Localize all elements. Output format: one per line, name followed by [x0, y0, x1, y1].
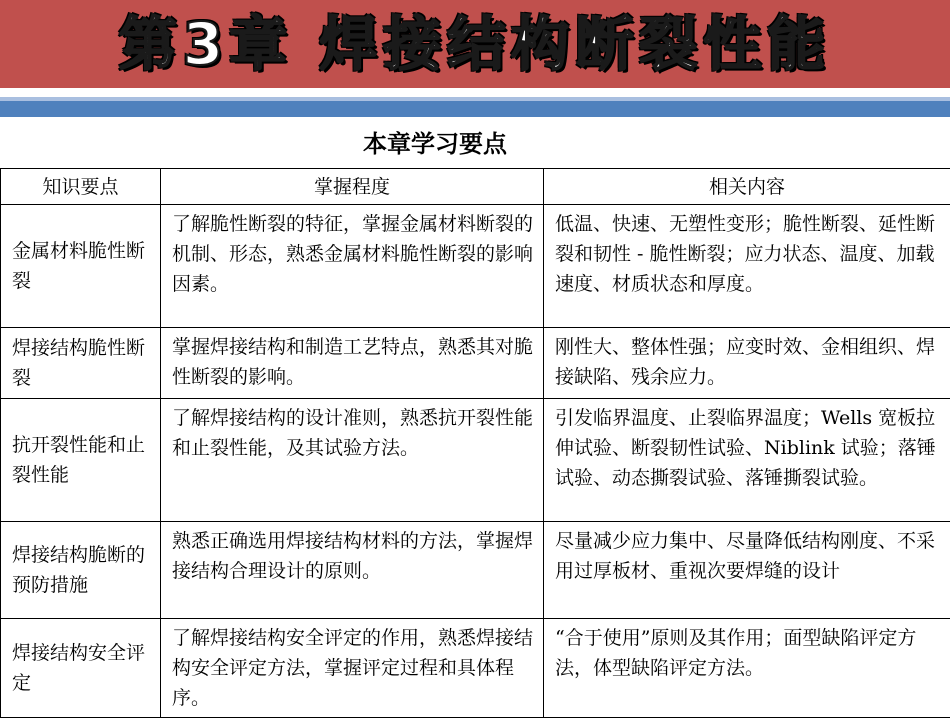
- related-cell: 引发临界温度、止裂临界温度；Wells 宽板拉伸试验、断裂韧性试验、Niblink 试验；落锤试验、动态撕裂试验、落锤撕裂试验。: [544, 399, 950, 522]
- knowledge-cell: 焊接结构安全评定: [1, 619, 161, 718]
- table-row: [1, 522, 950, 619]
- table-row: [1, 619, 950, 718]
- divider-stripe-dark: [0, 101, 950, 117]
- table-row: [1, 399, 950, 522]
- knowledge-cell: 焊接结构脆性断裂: [1, 328, 161, 399]
- key-points-table: [0, 168, 950, 718]
- table-header-row: [1, 169, 950, 205]
- mastery-cell: 了解脆性断裂的特征，掌握金属材料断裂的机制、形态，熟悉金属材料脆性断裂的影响因素。: [161, 205, 544, 328]
- header-knowledge: 知识要点: [1, 169, 161, 205]
- mastery-cell: 了解焊接结构的设计准则，熟悉抗开裂性能和止裂性能，及其试验方法。: [161, 399, 544, 522]
- knowledge-cell: 焊接结构脆断的预防措施: [1, 522, 161, 619]
- related-cell: 低温、快速、无塑性变形；脆性断裂、延性断裂和韧性 - 脆性断裂；应力状态、温度、加载速度、材质状态和厚度。: [544, 205, 950, 328]
- slide-title: 第3章 焊接结构断裂性能: [0, 6, 950, 82]
- table-row: [1, 205, 950, 328]
- table-row: [1, 328, 950, 399]
- related-cell: 刚性大、整体性强；应变时效、金相组织、焊接缺陷、残余应力。: [544, 328, 950, 399]
- mastery-cell: 了解焊接结构安全评定的作用，熟悉焊接结构安全评定方法，掌握评定过程和具体程序。: [161, 619, 544, 718]
- mastery-cell: 熟悉正确选用焊接结构材料的方法，掌握焊接结构合理设计的原则。: [161, 522, 544, 619]
- header-mastery: 掌握程度: [161, 169, 544, 205]
- header-related: 相关内容: [544, 169, 950, 205]
- title-banner: [0, 0, 950, 88]
- related-cell: 尽量减少应力集中、尽量降低结构刚度、不采用过厚板材、重视次要焊缝的设计: [544, 522, 950, 619]
- slide-subtitle: 本章学习要点: [0, 124, 870, 164]
- knowledge-cell: 金属材料脆性断裂: [1, 205, 161, 328]
- mastery-cell: 掌握焊接结构和制造工艺特点，熟悉其对脆性断裂的影响。: [161, 328, 544, 399]
- related-cell: “合于使用”原则及其作用；面型缺陷评定方法，体型缺陷评定方法。: [544, 619, 950, 718]
- knowledge-cell: 抗开裂性能和止裂性能: [1, 399, 161, 522]
